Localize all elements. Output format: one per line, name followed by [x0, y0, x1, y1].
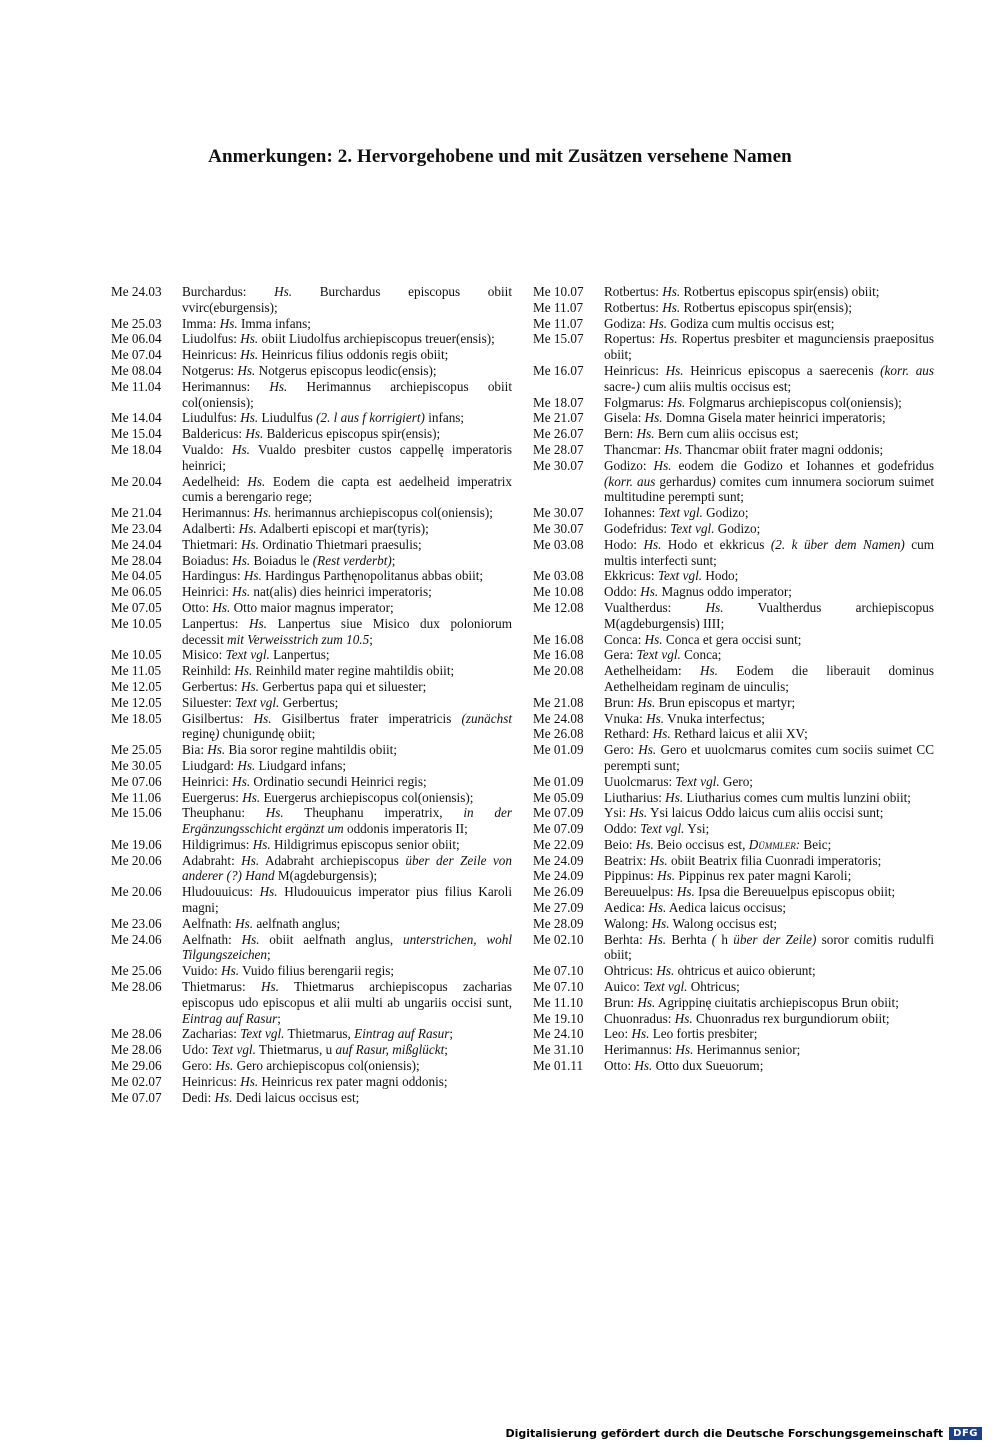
- entry-text: Adalberti: Hs. Adalberti episcopi et mar(tyris);: [182, 520, 429, 536]
- entry-text: Aethelheidam: Hs. Eodem die liberauit dominus Aethelheidam reginam de uinculis;: [604, 663, 934, 694]
- note-entry: [111, 932, 512, 964]
- note-entry: [533, 853, 934, 869]
- entry-date: Me 11.07: [533, 315, 584, 331]
- note-entry: [111, 1026, 512, 1042]
- note-entry: [533, 300, 934, 316]
- dfg-logo: DFG: [949, 1427, 982, 1440]
- entry-date: Me 21.07: [533, 410, 584, 426]
- entry-date: Me 18.05: [111, 710, 162, 726]
- entry-date: Me 05.09: [533, 789, 584, 805]
- entry-text: Rotbertus: Hs. Rotbertus episcopus spir(ensis);: [604, 299, 852, 315]
- note-entry: [533, 284, 934, 300]
- note-entry: [111, 584, 512, 600]
- entry-text: Gisela: Hs. Domna Gisela mater heinrici imperatoris;: [604, 410, 886, 426]
- entry-date: Me 20.06: [111, 852, 162, 868]
- note-entry: [111, 1058, 512, 1074]
- note-entry: [111, 790, 512, 806]
- entry-date: Me 12.05: [111, 694, 162, 710]
- entry-date: Me 07.09: [533, 821, 584, 837]
- entry-text: Herimannus: Hs. Herimannus archiepiscopus obiit col(oniensis);: [182, 378, 512, 410]
- note-entry: [533, 742, 934, 774]
- entry-text: Adabraht: Hs. Adabraht archiepiscopus über der Zeile von anderer (?) Hand M(agdeburgensis);: [182, 852, 512, 884]
- entry-date: Me 19.10: [533, 1010, 584, 1026]
- entry-text: Udo: Text vgl. Thietmarus, u auf Rasur, mißglückt;: [182, 1042, 448, 1058]
- entry-date: Me 24.09: [533, 852, 584, 868]
- entry-date: Me 26.09: [533, 884, 584, 900]
- entry-date: Me 15.07: [533, 331, 584, 347]
- entry-text: Conca: Hs. Conca et gera occisi sunt;: [604, 631, 802, 647]
- entry-text: Ropertus: Hs. Ropertus presbiter et magunciensis praepositus obiit;: [604, 331, 934, 363]
- entry-date: Me 11.04: [111, 378, 162, 394]
- note-entry: [533, 458, 934, 505]
- note-entry: [533, 410, 934, 426]
- note-entry: [533, 568, 934, 584]
- note-entry: [533, 584, 934, 600]
- entry-text: Lanpertus: Hs. Lanpertus siue Misico dux poloniorum decessit mit Verweisstrich zum 10.5;: [182, 615, 512, 647]
- entry-text: Liutharius: Hs. Liutharius comes cum multis lunzini obiit;: [604, 789, 911, 805]
- entry-text: Gisilbertus: Hs. Gisilbertus frater imperatricis (zunächst reginę) chunigundę obiit;: [182, 710, 512, 742]
- entry-date: Me 28.06: [111, 1026, 162, 1042]
- entry-text: Godiza: Hs. Godiza cum multis occisus est;: [604, 315, 835, 331]
- note-entry: [533, 1011, 934, 1027]
- entry-date: Me 28.07: [533, 441, 584, 457]
- entry-date: Me 28.04: [111, 552, 162, 568]
- note-entry: [111, 1090, 512, 1106]
- note-entry: [533, 790, 934, 806]
- entry-date: Me 30.07: [533, 505, 584, 521]
- entry-date: Me 28.06: [111, 1042, 162, 1058]
- entry-text: Bia: Hs. Bia soror regine mahtildis obiit;: [182, 742, 398, 758]
- note-entry: [533, 331, 934, 363]
- entry-date: Me 22.09: [533, 836, 584, 852]
- entry-text: Beio: Hs. Beio occisus est, Dümmler: Beic;: [604, 836, 832, 852]
- notes-column-left: [111, 284, 512, 1105]
- entry-text: Liudolfus: Hs. obiit Liudolfus archiepiscopus treuer(ensis);: [182, 331, 495, 347]
- entry-text: Hardingus: Hs. Hardingus Parthęnopolitanus abbas obiit;: [182, 568, 484, 584]
- entry-date: Me 23.06: [111, 915, 162, 931]
- note-entry: [533, 521, 934, 537]
- note-entry: [533, 363, 934, 395]
- entry-text: Walong: Hs. Walong occisus est;: [604, 915, 778, 931]
- entry-date: Me 26.07: [533, 426, 584, 442]
- note-entry: [111, 537, 512, 553]
- entry-text: Rotbertus: Hs. Rotbertus episcopus spir(ensis) obiit;: [604, 284, 880, 299]
- entry-text: Thietmari: Hs. Ordinatio Thietmari praesulis;: [182, 536, 422, 552]
- note-entry: [111, 331, 512, 347]
- entry-text: Pippinus: Hs. Pippinus rex pater magni Karoli;: [604, 868, 852, 884]
- note-entry: [111, 742, 512, 758]
- entry-text: Berhta: Hs. Berhta ( h über der Zeile) soror comitis rudulfi obiit;: [604, 931, 934, 963]
- note-entry: [111, 979, 512, 1026]
- note-entry: [533, 900, 934, 916]
- entry-date: Me 16.08: [533, 631, 584, 647]
- note-entry: [533, 426, 934, 442]
- entry-date: Me 24.04: [111, 536, 162, 552]
- entry-text: Heinricus: Hs. Heinricus filius oddonis regis obiit;: [182, 347, 449, 363]
- entry-date: Me 03.08: [533, 568, 584, 584]
- entry-date: Me 31.10: [533, 1042, 584, 1058]
- entry-date: Me 21.04: [111, 505, 162, 521]
- note-entry: [111, 284, 512, 316]
- entry-date: Me 10.07: [533, 284, 584, 299]
- entry-text: Ohtricus: Hs. ohtricus et auico obierunt;: [604, 963, 816, 979]
- entry-text: Heinrici: Hs. Ordinatio secundi Heinrici regis;: [182, 773, 427, 789]
- entry-text: Misico: Text vgl. Lanpertus;: [182, 647, 330, 663]
- note-entry: [111, 316, 512, 332]
- entry-date: Me 18.04: [111, 441, 162, 457]
- entry-date: Me 19.06: [111, 836, 162, 852]
- note-entry: [111, 347, 512, 363]
- entry-text: Godefridus: Text vgl. Godizo;: [604, 520, 761, 536]
- entry-date: Me 18.07: [533, 394, 584, 410]
- entry-date: Me 11.05: [111, 663, 162, 679]
- entry-text: Dedi: Hs. Dedi laicus occisus est;: [182, 1089, 360, 1105]
- entry-text: Ekkricus: Text vgl. Hodo;: [604, 568, 739, 584]
- entry-date: Me 12.05: [111, 678, 162, 694]
- note-entry: [111, 410, 512, 426]
- note-entry: [533, 916, 934, 932]
- note-entry: [111, 568, 512, 584]
- entry-text: Aelfnath: Hs. obiit aelfnath anglus, unterstrichen, wohl Tilgungszeichen;: [182, 931, 512, 963]
- entry-date: Me 16.08: [533, 647, 584, 663]
- entry-text: Zacharias: Text vgl. Thietmarus, Eintrag auf Rasur;: [182, 1026, 454, 1042]
- entry-text: Imma: Hs. Imma infans;: [182, 315, 311, 331]
- note-entry: [533, 995, 934, 1011]
- entry-date: Me 27.09: [533, 900, 584, 916]
- page-title: Anmerkungen: 2. Hervorgehobene und mit Zusätzen versehene Namen: [208, 146, 792, 167]
- entry-date: Me 11.10: [533, 994, 584, 1010]
- entry-text: Liudgard: Hs. Liudgard infans;: [182, 757, 347, 773]
- entry-text: Euergerus: Hs. Euergerus archiepiscopus col(oniensis);: [182, 789, 474, 805]
- entry-text: Leo: Hs. Leo fortis presbiter;: [604, 1026, 758, 1042]
- entry-date: Me 07.10: [533, 979, 584, 995]
- note-entry: [111, 616, 512, 648]
- entry-date: Me 30.05: [111, 757, 162, 773]
- entry-text: Theuphanu: Hs. Theuphanu imperatrix, in der Ergänzungsschicht ergänzt um oddonis imperatoris II;: [182, 805, 513, 837]
- entry-date: Me 24.09: [533, 868, 584, 884]
- entry-text: Herimannus: Hs. herimannus archiepiscopus col(oniensis);: [182, 505, 493, 521]
- note-entry: [533, 505, 934, 521]
- note-entry: [111, 474, 512, 506]
- note-entry: [111, 553, 512, 569]
- entry-text: Aedelheid: Hs. Eodem die capta est aedelheid imperatrix cumis a berengario rege;: [182, 473, 512, 505]
- entry-text: Oddo: Text vgl. Ysi;: [604, 821, 710, 837]
- entry-text: Godizo: Hs. eodem die Godizo et Iohannes et godefridus (korr. aus gerhardus) comites cum innumera sociorum suimet multitudine perempti sunt;: [604, 457, 934, 505]
- note-entry: [533, 695, 934, 711]
- note-entry: [533, 726, 934, 742]
- entry-date: Me 02.10: [533, 931, 584, 947]
- entry-date: Me 07.06: [111, 773, 162, 789]
- entry-text: Otto: Hs. Otto dux Sueuorum;: [604, 1058, 764, 1074]
- note-entry: [533, 884, 934, 900]
- entry-date: Me 01.11: [533, 1058, 584, 1074]
- entry-date: Me 23.04: [111, 520, 162, 536]
- entry-date: Me 20.06: [111, 884, 162, 900]
- entry-text: Hludouuicus: Hs. Hludouuicus imperator pius filius Karoli magni;: [182, 884, 512, 916]
- note-entry: [111, 963, 512, 979]
- note-entry: [533, 395, 934, 411]
- entry-date: Me 11.07: [533, 299, 584, 315]
- entry-date: Me 07.09: [533, 805, 584, 821]
- note-entry: [111, 679, 512, 695]
- entry-date: Me 15.06: [111, 805, 162, 821]
- note-entry: [111, 426, 512, 442]
- note-entry: [533, 868, 934, 884]
- entry-text: Vualdo: Hs. Vualdo presbiter custos cappellę imperatoris heinrici;: [182, 441, 512, 473]
- note-entry: [111, 805, 512, 837]
- entry-date: Me 15.04: [111, 426, 162, 442]
- entry-date: Me 29.06: [111, 1058, 162, 1074]
- entry-date: Me 20.04: [111, 473, 162, 489]
- footer-text: Digitalisierung gefördert durch die Deutsche Forschungsgemeinschaft: [505, 1427, 944, 1440]
- entry-date: Me 24.10: [533, 1026, 584, 1042]
- entry-date: Me 20.08: [533, 663, 584, 679]
- note-entry: [111, 505, 512, 521]
- entry-date: Me 30.07: [533, 520, 584, 536]
- note-entry: [533, 711, 934, 727]
- entry-text: Vnuka: Hs. Vnuka interfectus;: [604, 710, 765, 726]
- entry-text: Ysi: Hs. Ysi laicus Oddo laicus cum aliis occisi sunt;: [604, 805, 884, 821]
- entry-date: Me 04.05: [111, 568, 162, 584]
- entry-text: Hodo: Hs. Hodo et ekkricus (2. k über dem Namen) cum multis interfecti sunt;: [604, 536, 935, 568]
- entry-date: Me 03.08: [533, 536, 584, 552]
- note-entry: [533, 1026, 934, 1042]
- note-entry: [533, 632, 934, 648]
- entry-text: Heinrici: Hs. nat(alis) dies heinrici imperatoris;: [182, 584, 432, 600]
- entry-date: Me 02.07: [111, 1073, 162, 1089]
- entry-text: Otto: Hs. Otto maior magnus imperator;: [182, 599, 394, 615]
- entry-date: Me 25.03: [111, 315, 162, 331]
- note-entry: [111, 663, 512, 679]
- note-entry: [533, 932, 934, 964]
- entry-date: Me 01.09: [533, 773, 584, 789]
- entry-text: Thietmarus: Hs. Thietmarus archiepiscopus zacharias episcopus udo episcopus et alii multi ab ungariis occisi sunt, Eintrag auf Rasur;: [182, 979, 512, 1026]
- note-entry: [111, 647, 512, 663]
- entry-text: Auico: Text vgl. Ohtricus;: [604, 979, 740, 995]
- entry-date: Me 25.05: [111, 742, 162, 758]
- entry-text: Notgerus: Hs. Notgerus episcopus leodic(ensis);: [182, 362, 437, 378]
- entry-date: Me 10.05: [111, 647, 162, 663]
- note-entry: [111, 363, 512, 379]
- entry-text: Brun: Hs. Brun episcopus et martyr;: [604, 694, 796, 710]
- note-entry: [533, 837, 934, 853]
- entry-date: Me 11.06: [111, 789, 162, 805]
- entry-date: Me 10.08: [533, 584, 584, 600]
- entry-date: Me 24.08: [533, 710, 584, 726]
- entry-text: Boiadus: Hs. Boiadus le (Rest verderbt);: [182, 552, 396, 568]
- entry-text: Uuolcmarus: Text vgl. Gero;: [604, 773, 753, 789]
- note-entry: [111, 695, 512, 711]
- entry-date: Me 28.09: [533, 915, 584, 931]
- entry-date: Me 10.05: [111, 615, 162, 631]
- entry-date: Me 24.03: [111, 284, 162, 299]
- entry-text: Herimannus: Hs. Herimannus senior;: [604, 1042, 801, 1058]
- entry-text: Siluester: Text vgl. Gerbertus;: [182, 694, 339, 710]
- note-entry: [111, 758, 512, 774]
- entry-date: Me 06.05: [111, 584, 162, 600]
- entry-text: Aedica: Hs. Aedica laicus occisus;: [604, 900, 787, 916]
- note-entry: [111, 837, 512, 853]
- entry-date: Me 12.08: [533, 599, 584, 615]
- entry-text: Rethard: Hs. Rethard laicus et alii XV;: [604, 726, 808, 742]
- note-entry: [533, 600, 934, 632]
- entry-date: Me 08.04: [111, 362, 162, 378]
- entry-date: Me 21.08: [533, 694, 584, 710]
- note-entry: [533, 647, 934, 663]
- entry-date: Me 14.04: [111, 410, 162, 426]
- entry-text: Gero: Hs. Gero archiepiscopus col(oniensis);: [182, 1058, 420, 1074]
- entry-text: Folgmarus: Hs. Folgmarus archiepiscopus col(oniensis);: [604, 394, 902, 410]
- note-entry: [111, 379, 512, 411]
- note-entry: [111, 442, 512, 474]
- note-entry: [533, 821, 934, 837]
- note-entry: [533, 663, 934, 695]
- entry-text: Baldericus: Hs. Baldericus episcopus spir(ensis);: [182, 426, 441, 442]
- entry-date: Me 01.09: [533, 742, 584, 758]
- note-entry: [111, 774, 512, 790]
- entry-text: Hildigrimus: Hs. Hildigrimus episcopus senior obiit;: [182, 836, 460, 852]
- entry-date: Me 30.07: [533, 457, 584, 473]
- note-entry: [111, 521, 512, 537]
- entry-text: Bern: Hs. Bern cum aliis occisus est;: [604, 426, 799, 442]
- note-entry: [533, 774, 934, 790]
- note-entry: [533, 537, 934, 569]
- entry-date: Me 06.04: [111, 331, 162, 347]
- entry-text: Heinricus: Hs. Heinricus episcopus a saerecenis (korr. aus sacre-) cum aliis multis occisus est;: [604, 362, 935, 394]
- entry-date: Me 28.06: [111, 979, 162, 995]
- entry-date: Me 24.06: [111, 931, 162, 947]
- note-entry: [533, 1042, 934, 1058]
- note-entry: [533, 442, 934, 458]
- entry-text: Aelfnath: Hs. aelfnath anglus;: [182, 915, 341, 931]
- entry-text: Oddo: Hs. Magnus oddo imperator;: [604, 584, 792, 600]
- entry-text: Gerbertus: Hs. Gerbertus papa qui et siluester;: [182, 678, 427, 694]
- entry-date: Me 25.06: [111, 963, 162, 979]
- note-entry: [111, 884, 512, 916]
- notes-column-right: [533, 284, 934, 1074]
- entry-text: Vuido: Hs. Vuido filius berengarii regis;: [182, 963, 395, 979]
- note-entry: [533, 1058, 934, 1074]
- entry-text: Vualtherdus: Hs. Vualtherdus archiepiscopus M(agdeburgensis) IIII;: [604, 599, 934, 631]
- entry-date: Me 07.07: [111, 1089, 162, 1105]
- entry-date: Me 26.08: [533, 726, 584, 742]
- note-entry: [111, 853, 512, 885]
- entry-text: Thancmar: Hs. Thancmar obiit frater magni oddonis;: [604, 441, 884, 457]
- entry-text: Iohannes: Text vgl. Godizo;: [604, 505, 749, 521]
- entry-text: Bereuuelpus: Hs. Ipsa die Bereuuelpus episcopus obiit;: [604, 884, 896, 900]
- note-entry: [111, 916, 512, 932]
- entry-date: Me 07.04: [111, 347, 162, 363]
- note-entry: [533, 805, 934, 821]
- entry-text: Reinhild: Hs. Reinhild mater regine mahtildis obiit;: [182, 663, 455, 679]
- entry-text: Burchardus: Hs. Burchardus episcopus obiit vvirc(eburgensis);: [182, 284, 512, 315]
- entry-date: Me 16.07: [533, 362, 584, 378]
- funding-footer: [505, 1427, 982, 1440]
- entry-text: Beatrix: Hs. obiit Beatrix filia Cuonradi imperatoris;: [604, 852, 882, 868]
- entry-text: Brun: Hs. Agrippinę ciuitatis archiepiscopus Brun obiit;: [604, 994, 899, 1010]
- note-entry: [111, 600, 512, 616]
- note-entry: [533, 316, 934, 332]
- note-entry: [111, 1074, 512, 1090]
- entry-text: Heinricus: Hs. Heinricus rex pater magni oddonis;: [182, 1073, 448, 1089]
- entry-text: Liudulfus: Hs. Liudulfus (2. l aus f korrigiert) infans;: [182, 410, 465, 426]
- entry-date: Me 07.05: [111, 599, 162, 615]
- note-entry: [111, 711, 512, 743]
- entry-text: Gero: Hs. Gero et uuolcmarus comites cum sociis suimet CC perempti sunt;: [604, 742, 934, 773]
- note-entry: [533, 963, 934, 979]
- note-entry: [533, 979, 934, 995]
- entry-text: Gera: Text vgl. Conca;: [604, 647, 722, 663]
- note-entry: [111, 1042, 512, 1058]
- entry-text: Chuonradus: Hs. Chuonradus rex burgundiorum obiit;: [604, 1010, 890, 1026]
- entry-date: Me 07.10: [533, 963, 584, 979]
